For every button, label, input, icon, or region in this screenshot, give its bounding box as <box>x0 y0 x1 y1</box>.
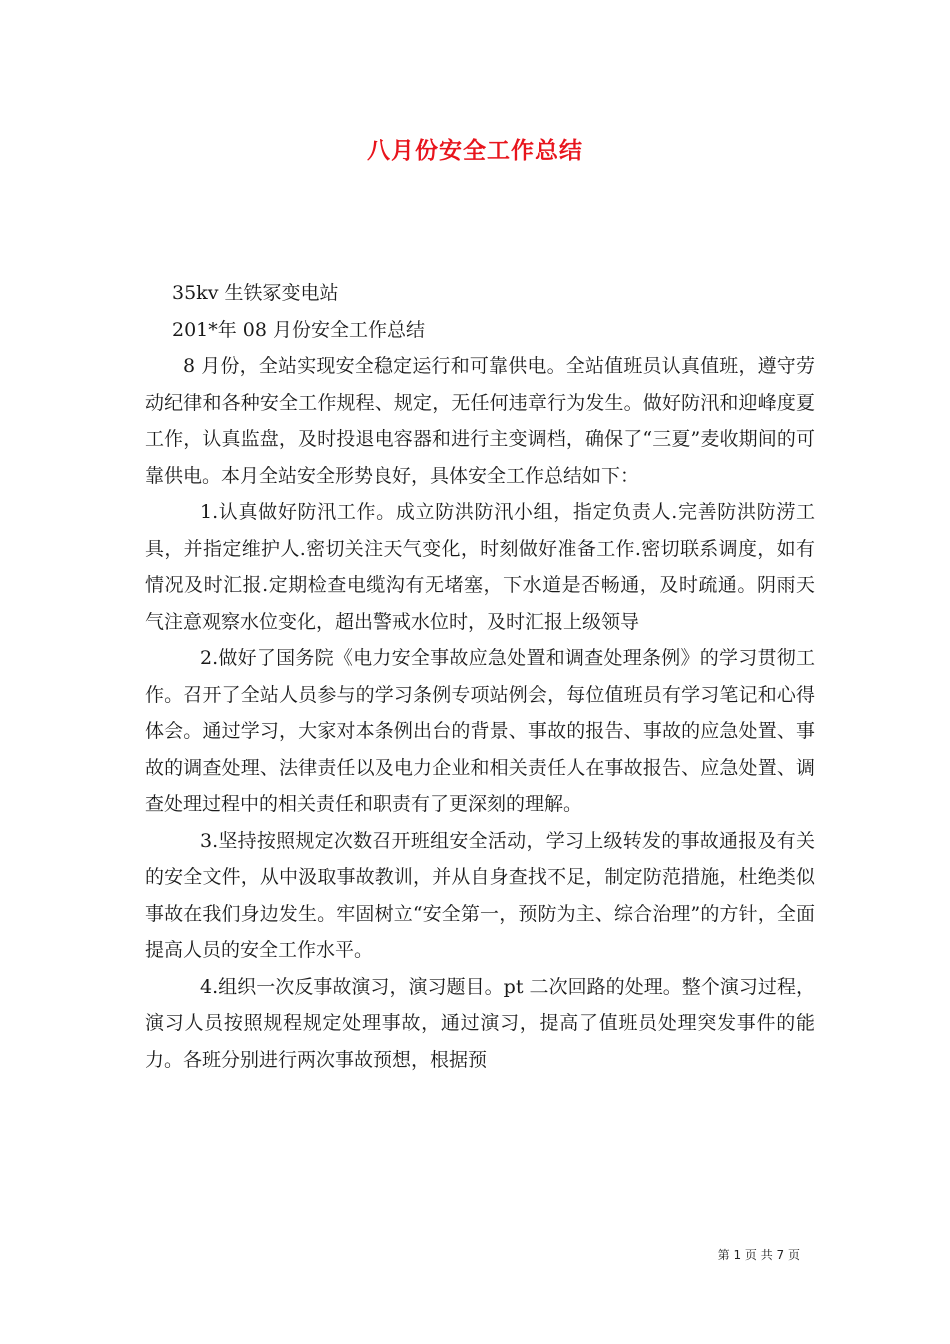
report-subtitle: 201*年 08 月份安全工作总结 <box>172 318 426 341</box>
paragraph-item-4: 4.组织一次反事故演习，演习题目。pt 二次回路的处理。整个演习过程，演习人员按照规程规定处理事故，通过演习，提高了值班员处理突发事件的能力。各班分别进行两次事故预想，根据预 <box>145 975 815 1071</box>
paragraph-intro: 8 月份，全站实现安全稳定运行和可靠供电。全站值班员认真值班，遵守劳动纪律和各种安全工作规程、规定，无任何违章行为发生。做好防汛和迎峰度夏工作，认真监盘，及时投退电容器和进行主变调档，确保了“三夏”麦收期间的可靠供电。本月全站安全形势良好，具体安全工作总结如下： <box>145 355 815 487</box>
paragraph-item-2: 2.做好了国务院《电力安全事故应急处置和调查处理条例》的学习贯彻工作。召开了全站人员参与的学习条例专项站例会，每位值班员有学习笔记和心得体会。通过学习，大家对本条例出台的背景、事故的报告、事故的应急处置、事故的调查处理、法律责任以及电力企业和相关责任人在事故报告、应急处置、调查处理过程中的相关责任和职责有了更深刻的理解。 <box>145 647 815 815</box>
station-name: 35kv 生铁冢变电站 <box>172 282 339 304</box>
document-body <box>145 275 815 1078</box>
paragraph-item-3: 3.坚持按照规定次数召开班组安全活动，学习上级转发的事故通报及有关的安全文件，从中汲取事故教训，并从自身查找不足，制定防范措施，杜绝类似事故在我们身边发生。牢固树立“安全第一，预防为主、综合治理”的方针，全面提高人员的安全工作水平。 <box>145 829 815 961</box>
document-title: 八月份安全工作总结 <box>367 138 583 164</box>
paragraph-item-1: 1.认真做好防汛工作。成立防洪防汛小组，指定负责人.完善防洪防涝工具，并指定维护人.密切关注天气变化，时刻做好准备工作.密切联系调度，如有情况及时汇报.定期检查电缆沟有无堵塞，下水道是否畅通，及时疏通。阴雨天气注意观察水位变化，超出警戒水位时，及时汇报上级领导 <box>145 501 815 633</box>
page-number-footer: 第 1 页 共 7 页 <box>717 1248 800 1262</box>
